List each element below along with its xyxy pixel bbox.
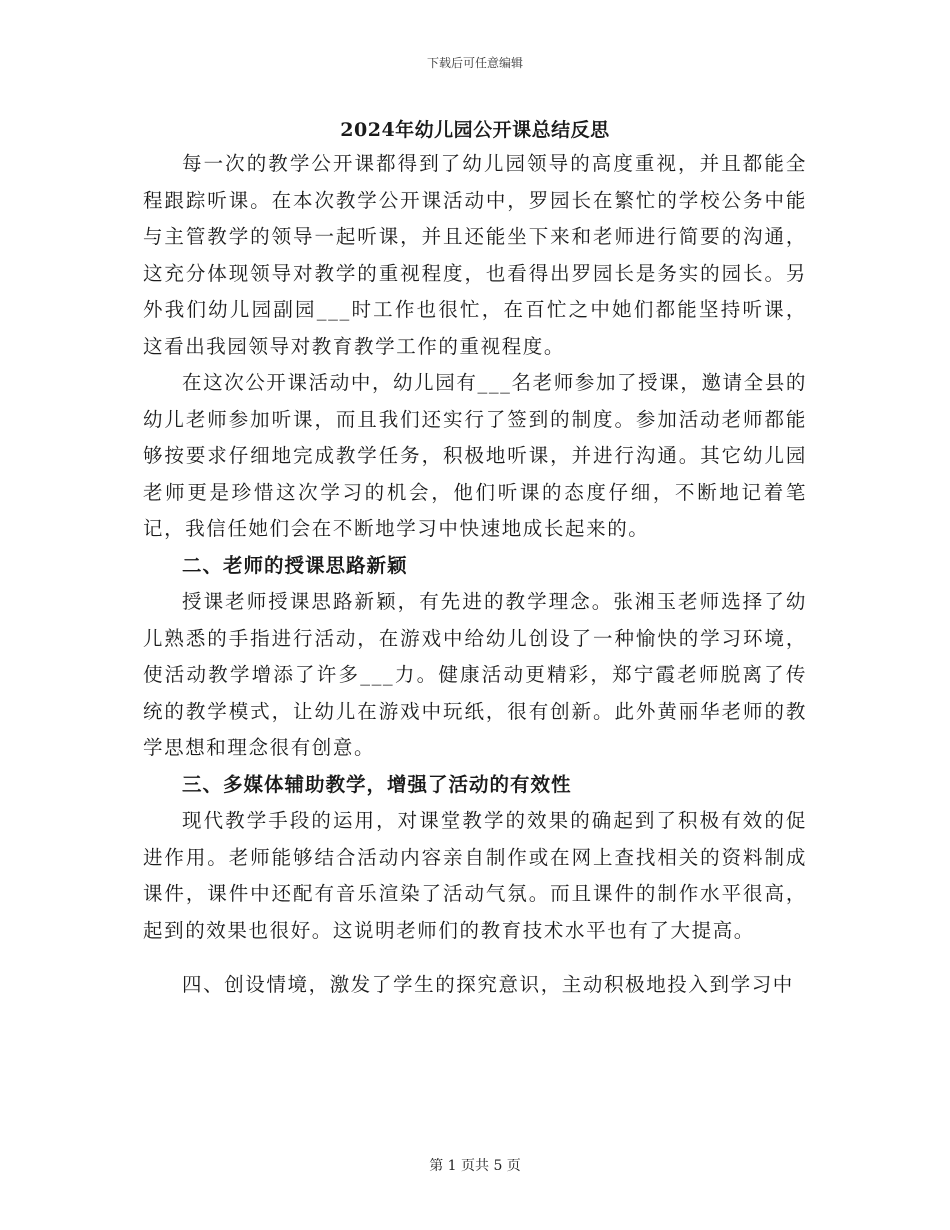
paragraph-3: 授课老师授课思路新颖，有先进的教学理念。张湘玉老师选择了幼儿熟悉的手指进行活动，在游戏中给幼儿创设了一种愉快的学习环境，使活动教学增添了许多___力。健康活动更精彩，郑宁霞老师脱离了传统的教学模式，让幼儿在游戏中玩纸，很有创新。此外黄丽华老师的教学思想和理念很有创意。 [143,590,807,759]
paragraph-2: 在这次公开课活动中，幼儿园有___名老师参加了授课，邀请全县的幼儿老师参加听课，而且我们还实行了签到的制度。参加活动老师都能够按要求仔细地完成教学任务，积极地听课，并进行沟通。其它幼儿园老师更是珍惜这次学习的机会，他们听课的态度仔细，不断地记着笔记，我信任她们会在不断地学习中快速地成长起来的。 [143,371,807,540]
header-note: 下载后可任意编辑 [426,56,523,70]
section-heading-3: 三、多媒体辅助教学，增强了活动的有效性 [182,772,572,796]
document-title: 2024年幼儿园公开课总结反思 [340,119,610,141]
section-heading-4: 四、创设情境，激发了学生的探究意识，主动积极地投入到学习中 [182,973,794,996]
paragraph-1: 每一次的教学公开课都得到了幼儿园领导的高度重视，并且都能全程跟踪听课。在本次教学公开课活动中，罗园长在繁忙的学校公务中能与主管教学的领导一起听课，并且还能坐下来和老师进行简要的沟通，这充分体现领导对教学的重视程度，也看得出罗园长是务实的园长。另外我们幼儿园副园___时工作也很忙，在百忙之中她们都能坚持听课，这看出我园领导对教育教学工作的重视程度。 [143,152,807,358]
page-footer: 第 1 页共 5 页 [429,1158,521,1174]
paragraph-4: 现代教学手段的运用，对课堂教学的效果的确起到了积极有效的促进作用。老师能够结合活动内容亲自制作或在网上查找相关的资料制成课件，课件中还配有音乐渲染了活动气氛。而且课件的制作水平很高，起到的效果也很好。这说明老师们的教育技术水平也有了大提高。 [143,809,807,942]
document-body [143,146,807,1004]
section-heading-2: 二、老师的授课思路新颖 [182,553,408,577]
